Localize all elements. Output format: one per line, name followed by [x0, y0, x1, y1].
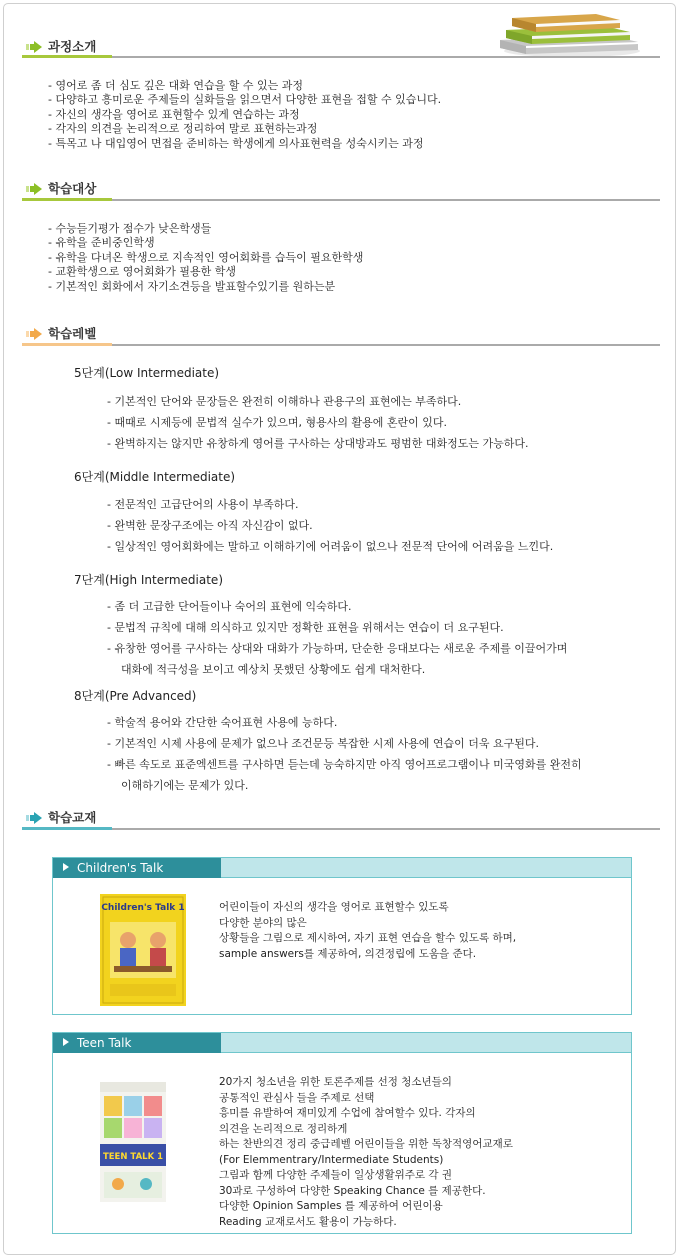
list-item: - 좀 더 고급한 단어들이나 숙어의 표현에 익숙하다. [107, 600, 352, 613]
description-line: 상황들을 그림으로 제시하여, 자기 표현 연습을 할수 있도록 하며, [219, 932, 517, 944]
list-item: - 교환학생으로 영어회화가 필용한 학생 [48, 265, 236, 279]
level-title: 6단계(Middle Intermediate) [74, 470, 236, 484]
list-item: - 기본적인 회화에서 자기소견등을 발표할수있기를 원하는분 [48, 279, 336, 293]
list-item: - 특목고 나 대입영어 면접을 준비하는 학생에게 의사표현력을 성숙시키는 과정 [48, 136, 424, 150]
book-name: Children's Talk [77, 861, 164, 875]
description-line: (For Elemmentrary/Intermediate Students) [219, 1153, 444, 1166]
list-item: - 문법적 규칙에 대해 의식하고 있지만 정확한 표현을 위해서는 연습이 더 요구된다. [107, 621, 504, 634]
description-line: 하는 찬반의견 정리 중급레벨 어린이들을 위한 독창적영어교재로 [219, 1138, 513, 1150]
section-divider [22, 343, 660, 346]
list-item: - 다양하고 흥미로운 주제들의 실화들을 읽으면서 다양한 표현을 접할 수 있습니다. [48, 93, 442, 107]
description-line: 다양한 Opinion Samples 를 제공하여 어린이용 [219, 1200, 443, 1212]
section-title: 학습대상 [48, 181, 97, 196]
list-item: - 각자의 의견을 논리적으로 정리하여 말로 표현하는과정 [48, 122, 318, 136]
arrow-icon [26, 812, 42, 824]
section-title: 학습레벨 [48, 326, 97, 341]
level-list [107, 712, 582, 796]
level-title: 8단계(Pre Advanced) [74, 689, 197, 703]
book-description [219, 1075, 513, 1230]
triangle-icon [63, 863, 69, 871]
list-item: - 일상적인 영어회화에는 말하고 이해하기에 어려움이 없으나 전문적 단어에 어려움을 느낀다. [107, 540, 554, 553]
level-title: 7단계(High Intermediate) [74, 573, 223, 587]
book-cover-image [100, 1082, 166, 1202]
description-line: 어린이들이 자신의 생각을 영어로 표현할수 있도록 [219, 901, 449, 913]
book-cover-title: TEEN TALK 1 [102, 1152, 164, 1162]
book-cover-title: Children's Talk 1 [101, 903, 185, 913]
section-title: 과정소개 [48, 39, 97, 54]
section-divider [22, 55, 660, 58]
section-title: 학습교재 [48, 810, 97, 825]
section-divider [22, 198, 660, 201]
list-item-continuation: 대화에 적극성을 보이고 예상치 못했던 상황에도 쉽게 대처한다. [121, 663, 426, 676]
triangle-icon [63, 1038, 69, 1046]
description-line: 그림과 함께 다양한 주제들이 일상생활위주로 각 권 [219, 1169, 453, 1181]
list-item-text: - 빠른 속도로 표준엑센트를 구사하면 듣는데 능숙하지만 아직 영어프로그램이나 미국영화를 완전히 [107, 758, 582, 771]
level-title: 5단계(Low Intermediate) [74, 366, 220, 380]
description-line: 20가지 청소년을 위한 토론주제를 선정 청소년들의 [219, 1076, 452, 1088]
book-tab[interactable] [53, 1033, 221, 1053]
list-item: - 영어로 좀 더 심도 깊은 대화 연습을 할 수 있는 과정 [48, 79, 303, 92]
book-card-teen-talk [52, 1032, 632, 1234]
book-cover-image [100, 894, 186, 1006]
description-line: 30과로 구성하여 다양한 Speaking Chance 를 제공한다. [219, 1184, 486, 1197]
level-list [107, 494, 553, 557]
description-line: 공통적인 관심사 들을 주제로 선택 [219, 1091, 375, 1104]
arrow-icon [26, 183, 42, 195]
list-item: - 자신의 생각을 영어로 표현할수 있게 연습하는 과정 [48, 107, 300, 121]
list-item: - 기본적인 단어와 문장들은 완전히 이해하나 관용구의 표현에는 부족하다. [107, 395, 462, 408]
list-item: - 기본적인 시제 사용에 문제가 없으나 조건문등 복잡한 시제 사용에 연습이 더욱 요구된다. [107, 737, 539, 750]
level-list [107, 596, 567, 680]
list-item [107, 754, 582, 796]
course-list [48, 79, 441, 151]
books-icon [492, 6, 642, 58]
list-item: - 완벽하지는 않지만 유창하게 영어를 구사하는 상대방과도 평범한 대화정도는 가능하다. [107, 437, 529, 450]
description-line: 의견을 논리적으로 정리하게 [219, 1122, 348, 1135]
list-item: - 수능듣기평가 점수가 낮은학생들 [48, 222, 212, 235]
list-item: - 완벽한 문장구조에는 아직 자신감이 없다. [107, 519, 313, 532]
level-list [107, 391, 528, 454]
section-divider [22, 827, 660, 830]
target-list [48, 222, 363, 294]
list-item [107, 638, 567, 680]
list-item-continuation: 이해하기에는 문제가 있다. [121, 779, 249, 792]
list-item: - 때때로 시제등에 문법적 실수가 있으며, 형용사의 활용에 혼란이 있다. [107, 416, 447, 429]
book-name: Teen Talk [77, 1036, 132, 1050]
list-item: - 유학을 준비중인학생 [48, 236, 155, 250]
list-item: - 유학을 다녀온 학생으로 지속적인 영어회화를 습득이 필요한학생 [48, 250, 364, 264]
list-item-text: - 유창한 영어를 구사하는 상대와 대화가 가능하며, 단순한 응대보다는 새로운 주제를 이끌어가며 [107, 642, 568, 655]
book-tab-row [53, 1033, 631, 1053]
list-item: - 전문적인 고급단어의 사용이 부족하다. [107, 498, 299, 511]
description-line: sample answers를 제공하여, 의견정립에 도움을 준다. [219, 947, 477, 960]
book-description [219, 900, 516, 962]
description-line: 다양한 분야의 많은 [219, 916, 307, 929]
book-tab-row [53, 858, 631, 878]
book-card-childrens-talk [52, 857, 632, 1015]
list-item: - 학술적 용어와 간단한 숙어표현 사용에 능하다. [107, 716, 338, 729]
arrow-icon [26, 328, 42, 340]
arrow-icon [26, 41, 42, 53]
description-line: Reading 교재로서도 활용이 가능하다. [219, 1215, 397, 1228]
description-line: 흥미를 유발하여 재미있게 수업에 참여할수 있다. 각자의 [219, 1107, 476, 1119]
book-tab[interactable] [53, 858, 221, 878]
